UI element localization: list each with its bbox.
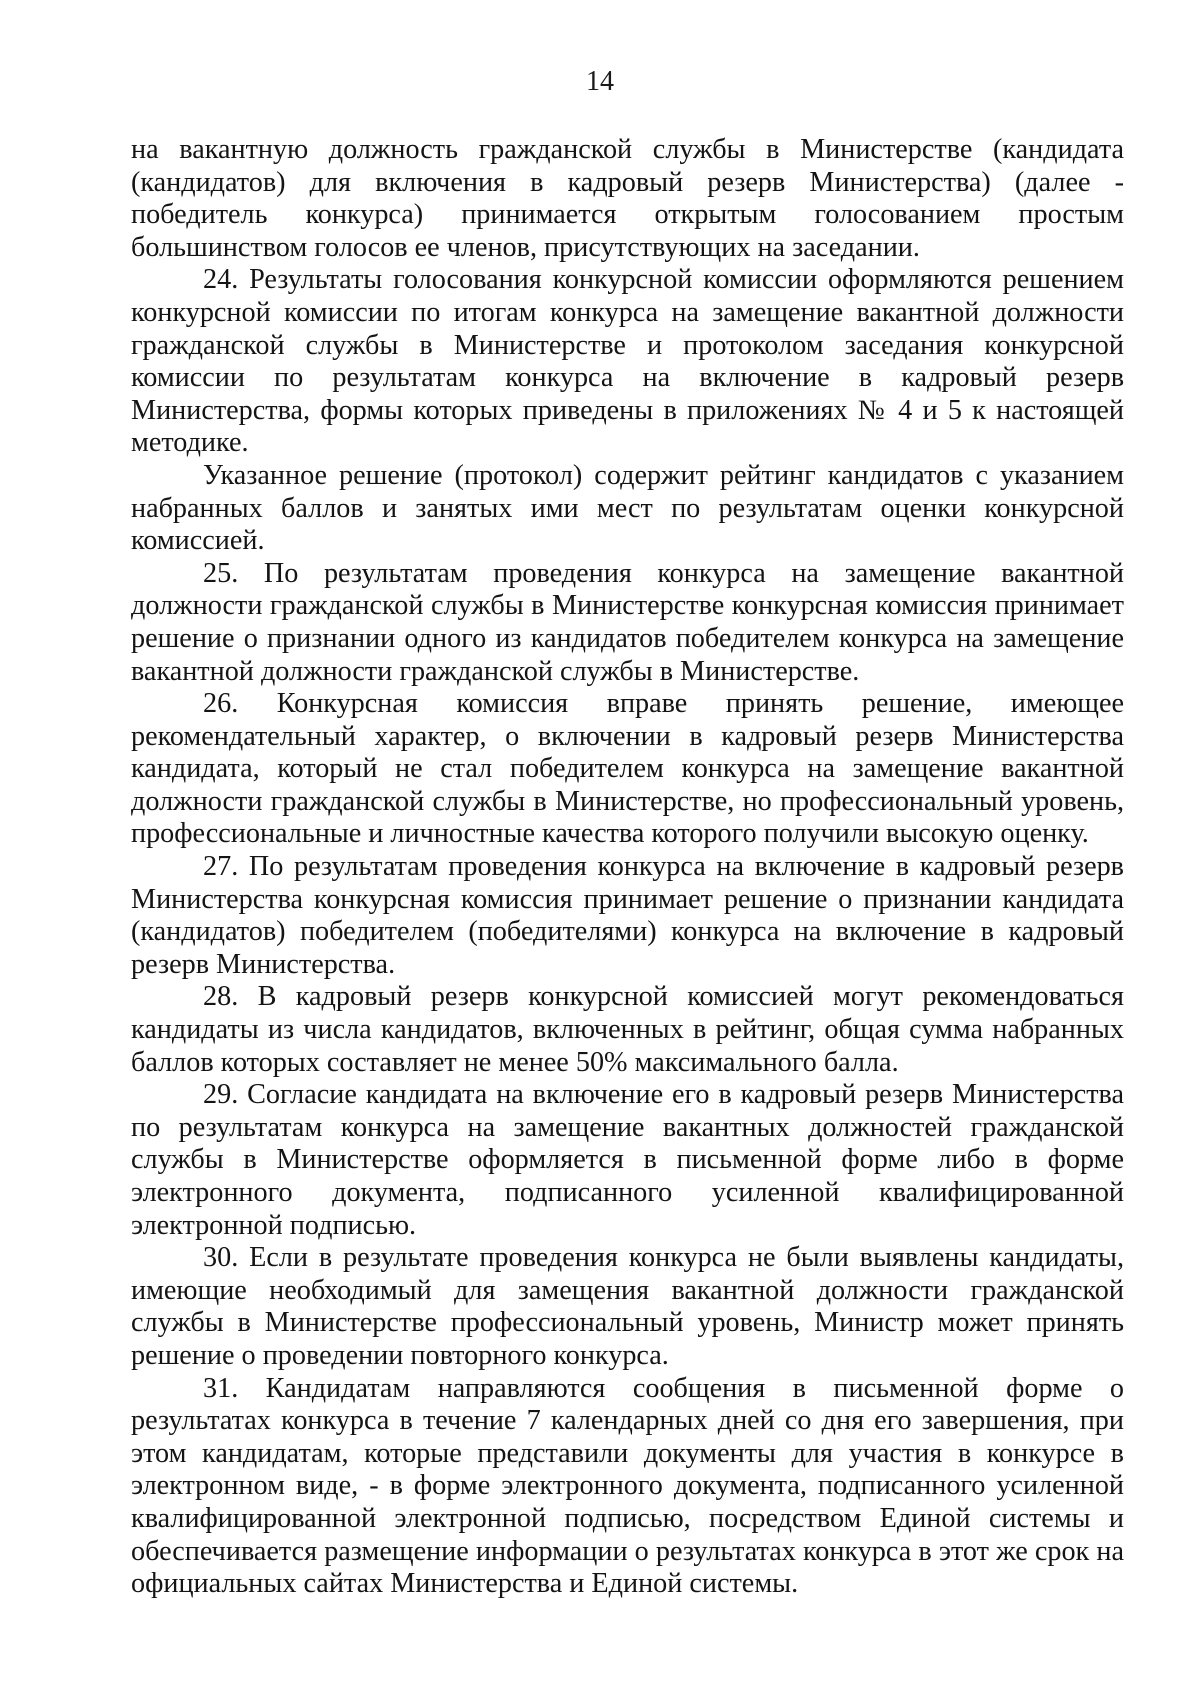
document-body <box>131 134 1124 1601</box>
paragraph-item-30: 30. Если в результате проведения конкурса не были выявлены кандидаты, имеющие необходимый для замещения вакантной должности гражданской службы в Министерстве профессиональный уровень, Министр может принять решение о проведении повторного конкурса. <box>131 1242 1124 1371</box>
paragraph-continuation: на вакантную должность гражданской службы в Министерстве (кандидата (кандидатов) для включения в кадровый резерв Министерства) (далее - победитель конкурса) принимается открытым голосованием простым большинством голосов ее членов, присутствующих на заседании. <box>131 134 1124 263</box>
paragraph-item-28: 28. В кадровый резерв конкурсной комиссией могут рекомендоваться кандидаты из числа кандидатов, включенных в рейтинг, общая сумма набранных баллов которых составляет не менее 50% максимального балла. <box>131 981 1124 1078</box>
paragraph-item-24: 24. Результаты голосования конкурсной комиссии оформляются решением конкурсной комиссии по итогам конкурса на замещение вакантной должности гражданской службы в Министерстве и протоколом заседания конкурсной комиссии по результатам конкурса на включение в кадровый резерв Министерства, формы которых приведены в приложениях № 4 и 5 к настоящей методике. <box>131 264 1124 459</box>
paragraph-item-27: 27. По результатам проведения конкурса на включение в кадровый резерв Министерства конкурсная комиссия принимает решение о признании кандидата (кандидатов) победителем (победителями) конкурса на включение в кадровый резерв Министерства. <box>131 851 1124 980</box>
paragraph-decision-note: Указанное решение (протокол) содержит рейтинг кандидатов с указанием набранных баллов и занятых ими мест по результатам оценки конкурсной комиссией. <box>131 459 1124 557</box>
paragraph-item-26: 26. Конкурсная комиссия вправе принять решение, имеющее рекомендательный характер, о включении в кадровый резерв Министерства кандидата, который не стал победителем конкурса на замещение вакантной должности гражданской службы в Министерстве, но профессиональный уровень, профессиональные и личностные качества которого получили высокую оценку. <box>131 688 1124 850</box>
page-number: 14 <box>586 66 614 97</box>
paragraph-item-29: 29. Согласие кандидата на включение его в кадровый резерв Министерства по результатам конкурса на замещение вакантных должностей гражданской службы в Министерстве оформляется в письменной форме либо в форме электронного документа, подписанного усиленной квалифицированной электронной подписью. <box>131 1079 1124 1241</box>
paragraph-item-31: 31. Кандидатам направляются сообщения в письменной форме о результатах конкурса в течение 7 календарных дней со дня его завершения, при этом кандидатам, которые представили документы для участия в конкурсе в электронном виде, - в форме электронного документа, подписанного усиленной квалифицированной электронной подписью, посредством Единой системы и обеспечивается размещение информации о результатах конкурса в этот же срок на официальных сайтах Министерства и Единой системы. <box>131 1372 1124 1600</box>
paragraph-item-25: 25. По результатам проведения конкурса на замещение вакантной должности гражданской службы в Министерстве конкурсная комиссия принимает решение о признании одного из кандидатов победителем конкурса на замещение вакантной должности гражданской службы в Министерстве. <box>131 557 1124 687</box>
